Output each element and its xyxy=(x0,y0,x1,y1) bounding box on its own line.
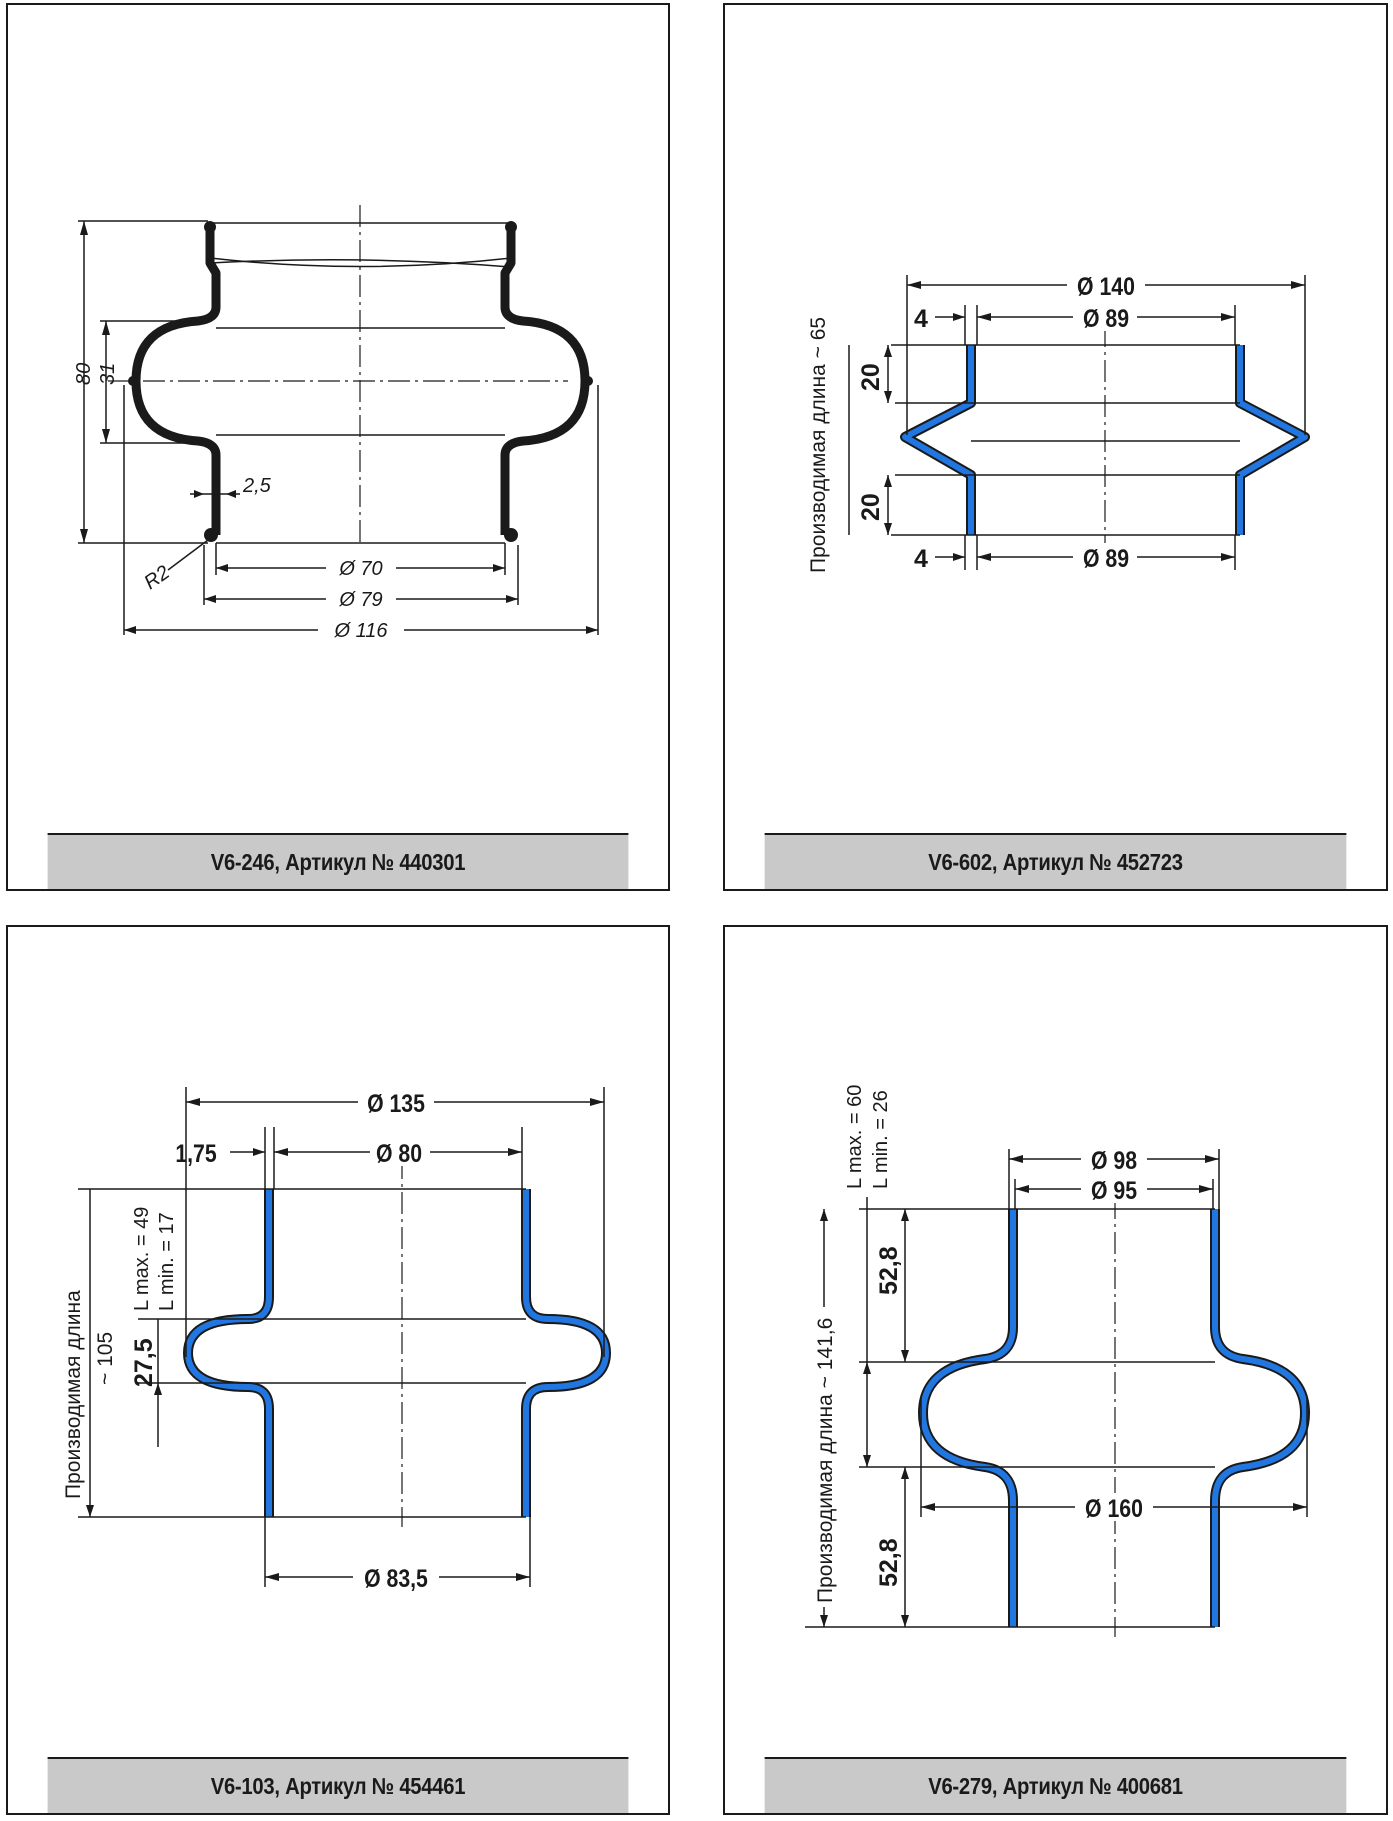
dim-diameter-95: Ø 95 xyxy=(1090,1176,1138,1205)
caption-v6-246: V6-246, Артикул № 440301 xyxy=(48,833,629,889)
panel-v6-602 xyxy=(723,3,1388,891)
dim-offset-4-top: 4 xyxy=(914,305,928,333)
dim-production-length-label: Производимая длина xyxy=(62,1290,85,1499)
bellows-left-profile xyxy=(905,345,971,535)
drawing-v6-602 xyxy=(725,5,1385,835)
caption-v6-103: V6-103, Артикул № 454461 xyxy=(48,1757,629,1813)
dim-diameter-160: Ø 160 xyxy=(1085,1494,1143,1523)
dim-production-length-value: ~ 105 xyxy=(94,1331,117,1385)
dim-diameter-79: Ø 79 xyxy=(339,589,383,611)
dim-offset-4-bottom: 4 xyxy=(914,545,928,573)
bellows-right-profile xyxy=(505,225,585,535)
dim-height-20-top: 20 xyxy=(857,363,885,391)
bellows-left-profile xyxy=(188,1189,269,1517)
panel-v6-103 xyxy=(6,925,670,1815)
caption-v6-602: V6-602, Артикул № 452723 xyxy=(765,833,1347,889)
dim-production-length: Производимая длина ~ 141,6 xyxy=(814,1317,837,1603)
bellows-right-profile xyxy=(526,1189,606,1517)
dim-height-31: 31 xyxy=(97,362,119,385)
dim-lmin: L min. = 17 xyxy=(156,1212,178,1311)
lip-bottom-right xyxy=(504,528,518,542)
panel-v6-246 xyxy=(6,3,670,891)
bellows-right-profile xyxy=(1215,1209,1305,1627)
dim-lmax: L max. = 49 xyxy=(131,1206,153,1311)
dim-diameter-80: Ø 80 xyxy=(375,1139,423,1168)
bellows-right-profile xyxy=(1240,345,1305,535)
dim-height-80: 80 xyxy=(73,362,95,385)
dim-height-52-8-bottom: 52,8 xyxy=(875,1538,903,1587)
drawing-v6-246 xyxy=(8,5,668,835)
dim-diameter-135: Ø 135 xyxy=(367,1089,425,1118)
dim-production-length: Производимая длина ~ 65 xyxy=(807,316,830,573)
dim-diameter-89-top: Ø 89 xyxy=(1082,304,1130,333)
dim-diameter-140: Ø 140 xyxy=(1077,272,1135,301)
dim-wall-1-75: 1,75 xyxy=(175,1139,217,1168)
dim-diameter-89-bottom: Ø 89 xyxy=(1082,544,1130,573)
dim-lmax: L max. = 60 xyxy=(844,1084,866,1189)
lip-bottom-left xyxy=(204,528,218,542)
drawing-v6-279 xyxy=(725,927,1385,1757)
dim-diameter-98: Ø 98 xyxy=(1090,1146,1138,1175)
dim-diameter-83-5: Ø 83,5 xyxy=(364,1564,428,1593)
dim-height-20-bottom: 20 xyxy=(857,493,885,521)
caption-v6-279: V6-279, Артикул № 400681 xyxy=(765,1757,1347,1813)
bellows-left-profile xyxy=(136,225,216,535)
dim-lmin: L min. = 26 xyxy=(870,1090,892,1189)
bellows-left-profile xyxy=(923,1209,1013,1627)
dim-height-52-8-top: 52,8 xyxy=(875,1246,903,1295)
dim-diameter-70: Ø 70 xyxy=(339,558,383,580)
dim-diameter-116: Ø 116 xyxy=(334,620,388,642)
dim-radius-r2: R2 xyxy=(140,561,174,595)
panel-v6-279 xyxy=(723,925,1388,1815)
dim-height-27-5: 27,5 xyxy=(130,1338,158,1387)
dim-wall-2-5: 2,5 xyxy=(243,475,271,497)
drawing-v6-103 xyxy=(8,927,668,1757)
